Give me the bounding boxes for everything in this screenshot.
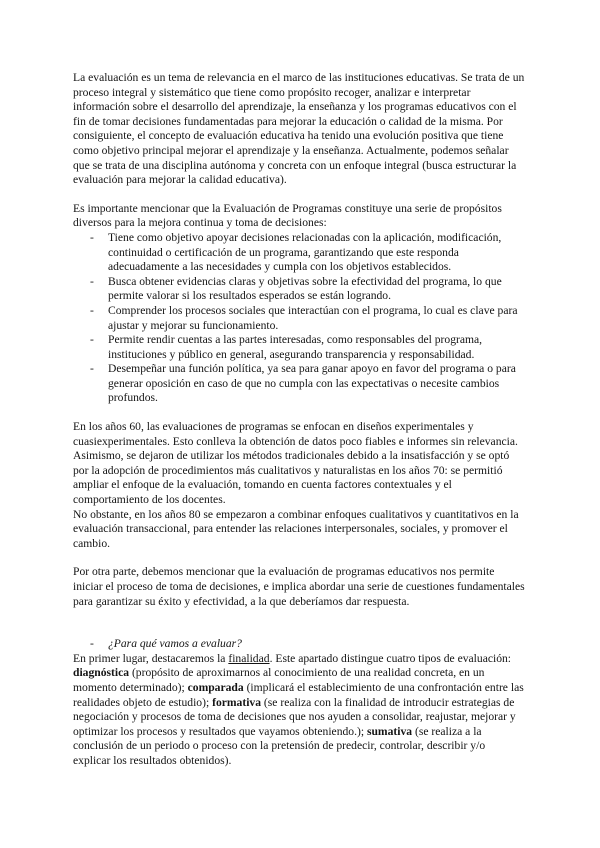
dash-bullet: - [90, 303, 94, 317]
list-item-text: Permite rendir cuentas a las partes interesadas, como responsables del programa, instituciones y público en general, asegurando transparencia y responsabilidad. [108, 333, 483, 361]
text-run: En primer lugar, destacaremos la [73, 651, 229, 665]
paragraph-evaluation-intro: La evaluación es un tema de relevancia en el marco de las instituciones educativas. Se trata de un proceso integral y sistemático que tiene como propósito recoger, analizar e interpretar información sobre el desarrollo del aprendizaje, la enseñanza y los programas educativos con el fin de tomar decisiones fundamentadas para mejorar la educación o calidad de la misma. Por consiguiente, el concepto de evaluación educativa ha tenido una evolución positiva que tiene como objetivo principal mejorar el aprendizaje y la enseñanza. Actualmente, podemos señalar que se trata de una disciplina autónoma y concreta con un enfoque integral (busca estructurar la evaluación para mejorar la calidad educativa). [73, 71, 525, 187]
list-item-text: Desempeñar una función política, ya sea para ganar apoyo en favor del programa o para generar oposición en caso de que no cumpla con las expectativas o necesite cambios profundos. [108, 362, 516, 405]
text-run: . Este apartado distingue cuatro tipos de evaluación: [269, 651, 512, 665]
list-item-text: Busca obtener evidencias claras y objetivas sobre la efectividad del programa, lo que permite valorar si los resultados esperados se están logrando. [108, 274, 502, 303]
list-item-text: Tiene como objetivo apoyar decisiones relacionadas con la aplicación, modificación, continuidad o certificación de un programa, garantizando que este responda adecuadamente a las necesidades y cumpla con los objetivos establecidos. [108, 230, 502, 274]
purposes-list [73, 231, 525, 406]
paragraph-program-evaluation: Es importante mencionar que la Evaluación de Programas constituye una serie de propósitos diversos para la mejora continua y toma de decisiones: [73, 201, 502, 230]
list-item [73, 333, 525, 362]
paragraph-history-80s: No obstante, en los años 80 se empezaron a combinar enfoques cualitativos y cuantitativos en la evaluación transaccional, para entender las relaciones interpersonales, sociales, y promover el cambio. [73, 507, 519, 550]
term-finalidad: finalidad [228, 651, 270, 665]
document-body [73, 71, 525, 769]
dash-bullet: - [90, 274, 94, 288]
text-run: (implicará el establecimiento de una confrontación entre las realidades objeto de estudio); [73, 680, 524, 709]
question-item [73, 637, 525, 652]
dash-bullet: - [90, 230, 94, 244]
paragraph-history-60s-70s: En los años 60, las evaluaciones de programas se enfocan en diseños experimentales y cuasiexperimentales. Esto conlleva la obtención de datos poco fiables e informes sin relevancia. Asimismo, se dejaron de utilizar los métodos tradicionales debido a la insatisfacción y se optó por la adopción de procedimientos más cualitativos y naturalistas en los años 70: se permitió ampliar el enfoque de la evaluación, tomando en cuenta factores contextuales y el comportamiento de los docentes. [73, 420, 518, 507]
dash-bullet: - [90, 362, 94, 376]
term-sumativa: sumativa [366, 724, 413, 738]
text-run: (se realiza con la finalidad de introducir estrategias de negociación y procesos de toma de decisiones que nos ayuden a consolidar, reajustar, mejorar y optimizar los procesos y resultados que vayamos obteniendo.); [73, 695, 516, 738]
paragraph-finalidad [73, 652, 525, 769]
paragraph-decision-making: Por otra parte, debemos mencionar que la evaluación de programas educativos nos permite iniciar el proceso de toma de decisiones, e implica abordar una serie de cuestiones fundamentales para garantizar su éxito y efectividad, a la que deberíamos dar respuesta. [73, 565, 525, 608]
list-item [73, 304, 525, 333]
question-list [73, 637, 525, 652]
dash-bullet: - [90, 637, 94, 651]
list-item [73, 231, 525, 275]
text-run: (se realiza a la conclusión de un periodo o proceso con la pretensión de predecir, controlar, describir y/o explicar los resultados obtenidos). [73, 724, 486, 767]
list-item-text: Comprender los procesos sociales que interactúan con el programa, lo cual es clave para ajustar y mejorar su funcionamiento. [108, 303, 518, 332]
term-comparada: comparada [187, 680, 244, 694]
term-diagnostica: diagnóstica [73, 666, 130, 680]
text-run: (propósito de aproximarnos al conocimiento de una realidad concreta, en un momento determinado); [73, 666, 485, 694]
question-heading: ¿Para qué vamos a evaluar? [108, 637, 242, 651]
list-item [73, 362, 525, 406]
term-formativa: formativa [212, 695, 262, 709]
dash-bullet: - [90, 333, 94, 347]
list-item [73, 275, 525, 304]
